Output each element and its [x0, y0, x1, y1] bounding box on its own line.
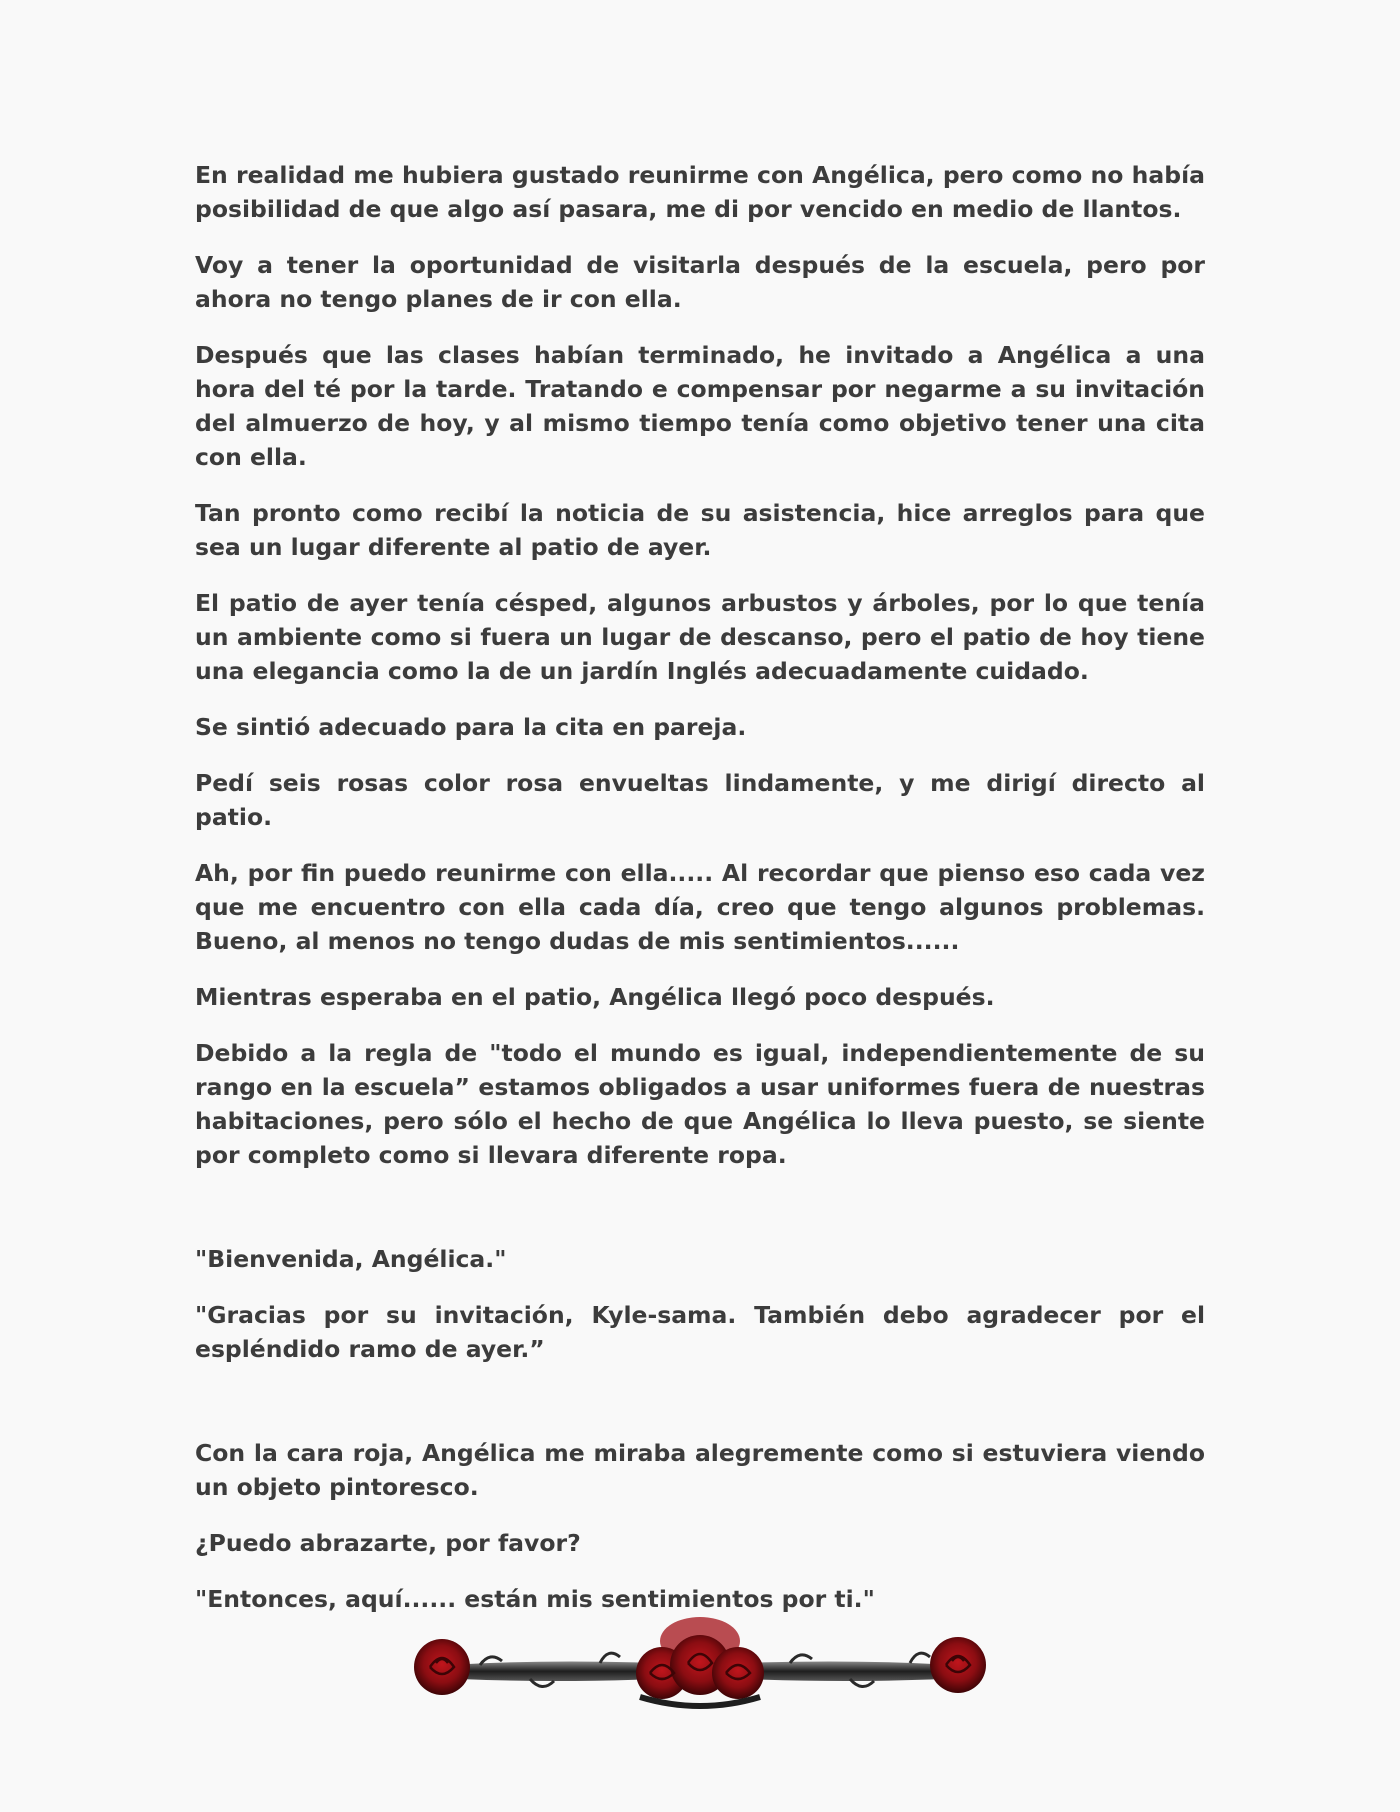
paragraph: Pedí seis rosas color rosa envueltas lindamente, y me dirigí directo al patio. [195, 769, 1205, 831]
paragraph: Tan pronto como recibí la noticia de su asistencia, hice arreglos para que sea un lugar diferente al patio de ayer. [195, 499, 1205, 561]
paragraph: Debido a la regla de "todo el mundo es igual, independientemente de su rango en la escuela” estamos obligados a usar uniformes fuera de nuestras habitaciones, pero sólo el hecho de que Angélica lo lleva puesto, se siente por completo como si llevara diferente ropa. [195, 1039, 1205, 1169]
rose-left [414, 1639, 470, 1695]
rose-divider-icon [400, 1605, 1000, 1725]
paragraph: El patio de ayer tenía césped, algunos arbustos y árboles, por lo que tenía un ambiente como si fuera un lugar de descanso, pero el patio de hoy tiene una elegancia como la de un jardín Inglés adecuadamente cuidado. [195, 589, 1205, 685]
dialogue-line: "Entonces, aquí...... están mis sentimientos por ti." [195, 1585, 875, 1613]
dialogue-line: "Bienvenida, Angélica." [195, 1245, 507, 1273]
text-body [195, 158, 1205, 1638]
paragraph: ¿Puedo abrazarte, por favor? [195, 1529, 581, 1557]
paragraph: Ah, por fin puedo reunirme con ella..... Al recordar que pienso eso cada vez que me encuentro con ella cada día, creo que tengo algunos problemas. Bueno, al menos no tengo dudas de mis sentimientos...... [195, 859, 1205, 955]
paragraph: Mientras esperaba en el patio, Angélica llegó poco después. [195, 983, 995, 1011]
rose-center [636, 1617, 764, 1706]
rose-right [930, 1637, 986, 1693]
paragraph: Se sintió adecuado para la cita en pareja. [195, 713, 747, 741]
paragraph: Después que las clases habían terminado, he invitado a Angélica a una hora del té por la tarde. Tratando e compensar por negarme a su invitación del almuerzo de hoy, y al mismo tiempo tenía como objetivo tener una cita con ella. [195, 341, 1205, 471]
paragraph: Con la cara roja, Angélica me miraba alegremente como si estuviera viendo un objeto pintoresco. [195, 1439, 1205, 1501]
paragraph: Voy a tener la oportunidad de visitarla después de la escuela, pero por ahora no tengo planes de ir con ella. [195, 251, 1205, 313]
dialogue-line: "Gracias por su invitación, Kyle-sama. También debo agradecer por el espléndido ramo de ayer.” [195, 1301, 1205, 1363]
paragraph: En realidad me hubiera gustado reunirme con Angélica, pero como no había posibilidad de que algo así pasara, me di por vencido en medio de llantos. [195, 161, 1205, 223]
